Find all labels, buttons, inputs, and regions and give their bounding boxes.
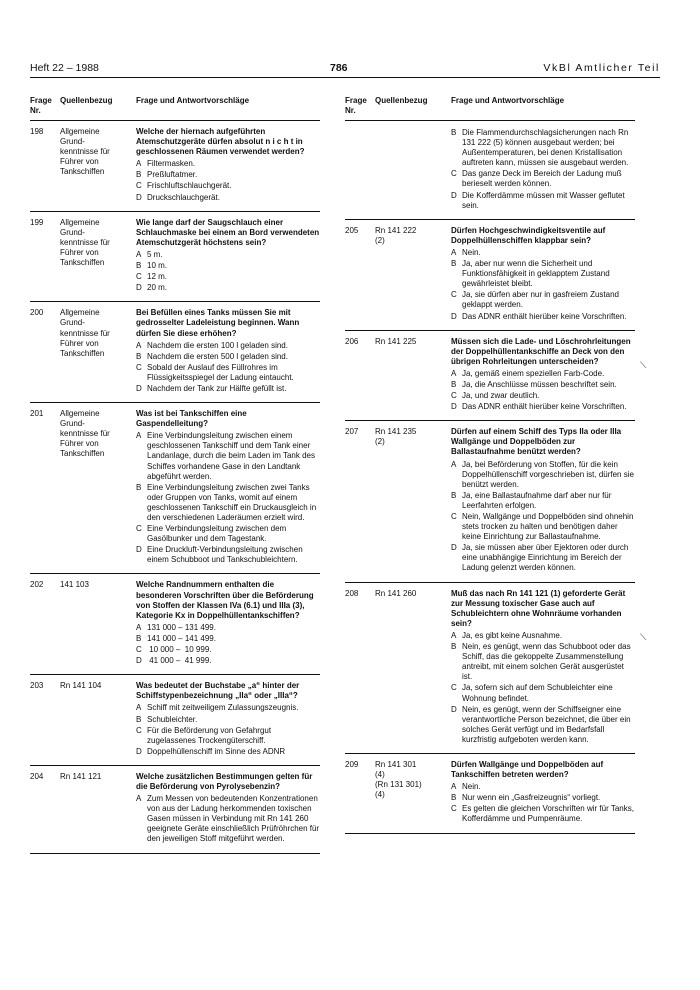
answer-text: Nein. xyxy=(462,247,481,257)
answer-option xyxy=(451,290,635,310)
question-text: Welche zusätzlichen Bestimmungen gelten für die Beförderung von Pyrolysebenzin? xyxy=(136,771,313,791)
answer-letter: A xyxy=(451,782,457,792)
question-number: 206 xyxy=(345,336,359,346)
answer-letter: D xyxy=(136,656,142,666)
source-reference: 141 103 xyxy=(60,580,89,590)
source-reference: Allgemeine Grund- kenntnisse für Führer von Tankschiffen xyxy=(60,217,110,268)
answer-option xyxy=(451,543,635,573)
question-entry xyxy=(30,675,320,766)
question-text: Bei Befüllen eines Tanks müssen Sie mit gedrosselter Ladeleistung beginnen. Wann dürfen Sie diese erhöhen? xyxy=(136,308,300,338)
answer-option xyxy=(451,683,635,703)
answer-letter: C xyxy=(451,512,457,521)
answer-option xyxy=(136,193,320,203)
answer-letter: C xyxy=(136,645,142,655)
question-entry xyxy=(30,574,320,675)
answer-option xyxy=(136,341,320,351)
answer-option xyxy=(451,782,635,792)
answer-letter: C xyxy=(136,524,142,534)
answer-text: Ja, eine Ballastaufnahme darf aber nur für Leerfahrten erfolgen. xyxy=(462,490,612,510)
question-number: 208 xyxy=(345,588,359,598)
question-entry xyxy=(30,403,320,574)
answer-text: Das ADNR enthält hierüber keine Vorschriften. xyxy=(462,402,627,412)
answer-text: Schiff mit zeitweiligem Zulassungszeugnis. xyxy=(147,703,299,713)
column-header xyxy=(30,92,320,121)
answer-option xyxy=(136,170,320,180)
answer-text: Das ADNR enthält hierüber keine Vorschriften. xyxy=(462,311,627,321)
answer-letter: D xyxy=(451,704,457,714)
answer-letter: B xyxy=(451,379,457,389)
answer-option xyxy=(451,631,635,641)
answer-option xyxy=(136,747,320,757)
answer-text: Es gelten die gleichen Vorschriften wir für Tanks, Kofferdämme und Pumpenräume. xyxy=(462,804,634,824)
answer-option xyxy=(136,250,320,260)
question-body xyxy=(136,121,320,211)
answer-option xyxy=(451,259,635,289)
answer-text: 5 m. xyxy=(147,249,163,259)
answer-text: Nein, Wallgänge und Doppelböden sind ohnehin stets trocken zu halten und benötigen daher keine Einrichtung zur Ballastaufnahme. xyxy=(462,512,634,542)
answer-letter: D xyxy=(451,311,457,321)
question-body xyxy=(451,583,635,753)
answer-text: 12 m. xyxy=(147,272,168,282)
answer-letter: A xyxy=(136,340,142,350)
question-entry xyxy=(30,212,320,303)
question-entry xyxy=(345,121,635,220)
answer-option xyxy=(451,460,635,490)
answer-letter: A xyxy=(136,622,142,632)
answer-text: Ja, gemäß einem speziellen Farb-Code. xyxy=(462,368,605,378)
answer-option xyxy=(136,623,320,633)
answer-option xyxy=(136,634,320,644)
answer-text: Nur wenn ein „Gasfreizeugnis“ vorliegt. xyxy=(462,793,601,803)
answer-option xyxy=(136,181,320,191)
question-text: Dürfen auf einem Schiff des Typs IIa oder IIIa Wallgänge und Doppelböden zur Ballastaufnahme benützt werden? xyxy=(451,427,622,457)
answer-letter: C xyxy=(136,272,142,282)
answer-letter: A xyxy=(136,794,142,804)
answer-text: Nein. xyxy=(462,782,481,792)
question-body xyxy=(451,121,635,219)
question-text: Welche der hiernach aufgeführten Atemschutzgeräte dürfen absolut n i c h t in geschlossenen Räumen verwendet werden? xyxy=(136,127,305,157)
question-entry xyxy=(30,302,320,403)
answer-option xyxy=(451,128,635,168)
answer-letter: B xyxy=(451,793,457,803)
answer-option xyxy=(451,705,635,745)
source-reference: Allgemeine Grund- kenntnisse für Führer von Tankschiffen xyxy=(60,409,110,459)
answer-text: Nein, es genügt, wenn der Schiffseigner eine verantwortliche Person bezeichnet, die über ein solches Gerät verfügt und im Bedarfsfall kurzfristig aufgeboten werden kann. xyxy=(462,704,631,744)
answer-text: Zum Messen von bedeutenden Konzentrationen von aus der Ladung herkommenden toxischen Gasen müssen in Verbindung mit Rn 141 260 geeignete Geräte einschließlich Prüfröhrchen für den jeweiligen Stoff mitgeführt werden. xyxy=(147,794,320,844)
source-reference: Rn 141 222 (2) xyxy=(375,225,417,245)
right-column xyxy=(345,92,635,834)
question-entry xyxy=(30,121,320,212)
question-text: Dürfen Wallgänge und Doppelböden auf Tankschiffen betreten werden? xyxy=(451,759,604,780)
answer-letter: C xyxy=(451,804,457,814)
answer-text: Eine Verbindungsleitung zwischen einem geschlossenen Tankschiff und dem Tank einer Landanlage, durch die beim Laden im Tank des Schiffes vorhandene Gase in den Landtank abgeführt werden. xyxy=(147,431,315,481)
margin-mark: ⟍ xyxy=(640,632,647,642)
answer-letter: B xyxy=(136,261,142,271)
answer-option xyxy=(136,715,320,725)
question-text: Müssen sich die Lade- und Löschrohrleitungen der Doppelhüllentankschiffe an Deck von den übrigen Rohrleitungen unterscheiden? xyxy=(451,336,631,366)
question-number: 200 xyxy=(30,308,44,318)
answer-text: Nachdem die ersten 100 l geladen sind. xyxy=(147,340,288,350)
page-header xyxy=(30,62,660,76)
answer-option xyxy=(136,363,320,383)
question-text: Muß das nach Rn 141 121 (1) geforderte Gerät zur Messung toxischer Gase auch auf Schubleichtern ohne Wohnräume vorhanden sein? xyxy=(451,588,626,628)
answer-text: 20 m. xyxy=(147,283,168,293)
answer-option xyxy=(136,545,320,565)
column-header-nr: Frage Nr. xyxy=(345,96,367,115)
question-body xyxy=(136,212,320,302)
answer-text: Ja, sie müssen aber über Ejektoren oder durch eine unabhängige Einrichtung im Bereich der Ladung gelenzt werden können. xyxy=(462,543,629,573)
answer-option xyxy=(451,491,635,511)
question-text: Dürfen Hochgeschwindigkeitsventile auf Doppelhüllenschiffen klappbar sein? xyxy=(451,225,606,245)
answer-text: Die Flammendurchschlagsicherungen nach Rn 131 222 (5) können ausgebaut werden; bei Außentemperaturen, bei denen Kristallisation auftreten kann, müssen sie ausgebaut werden. xyxy=(462,128,629,168)
answer-letter: A xyxy=(136,249,142,259)
source-reference: Rn 141 260 xyxy=(375,588,417,598)
question-text: Was ist bei Tankschiffen eine Gaspendelleitung? xyxy=(136,409,247,429)
question-body xyxy=(451,331,635,421)
answer-option xyxy=(451,391,635,401)
answer-letter: D xyxy=(451,402,457,412)
answer-text: Ja, es gibt keine Ausnahme. xyxy=(462,630,563,640)
answer-letter: A xyxy=(451,247,457,257)
answer-option xyxy=(136,272,320,282)
right-entries xyxy=(345,121,635,834)
answer-option xyxy=(451,642,635,682)
question-body xyxy=(136,766,320,853)
question-text: Was bedeutet der Buchstabe „a“ hinter der Schiffstypenbezeichnung „IIa“ oder „IIIa“? xyxy=(136,681,300,701)
answer-text: Frischluftschlauchgerät. xyxy=(147,181,232,191)
answer-letter: C xyxy=(451,169,457,179)
column-header-question: Frage und Antwortvorschläge xyxy=(136,96,250,105)
question-entry xyxy=(345,331,635,422)
answer-text: Ja, bei Beförderung von Stoffen, für die kein Doppelhüllenschiff vorgeschrieben ist, dürfen sie benützt werden. xyxy=(462,459,634,489)
question-number: 201 xyxy=(30,409,44,419)
answer-letter: C xyxy=(451,683,457,693)
answer-option xyxy=(136,726,320,746)
page-number: 786 xyxy=(330,62,348,74)
answer-letter: B xyxy=(451,642,457,652)
answer-letter: B xyxy=(136,170,142,180)
answer-option xyxy=(451,804,635,824)
source-reference: Allgemeine Grund- kenntnisse für Führer von Tankschiffen xyxy=(60,127,110,177)
answer-text: Druckschlauchgerät. xyxy=(147,192,220,202)
answer-option xyxy=(451,369,635,379)
question-number: 209 xyxy=(345,759,359,769)
answer-text: 131 000 – 131 499. xyxy=(147,622,216,632)
answer-letter: B xyxy=(136,633,142,643)
answer-option xyxy=(451,248,635,258)
answer-letter: D xyxy=(136,746,142,756)
question-body xyxy=(451,421,635,581)
answer-text: Preßluftatmer. xyxy=(147,170,198,180)
answer-text: Die Kofferdämme müssen mit Wasser geflutet sein. xyxy=(462,190,625,210)
column-header xyxy=(345,92,635,121)
question-number: 203 xyxy=(30,681,44,691)
question-text: Welche Randnummern enthalten die besonderen Vorschriften über die Beförderung von Stoffen der Klassen IVa (6.1) und IIIa (3), Kategorie Kx in Doppelhüllentankschiffen? xyxy=(136,580,314,620)
answer-text: Eine Verbindungsleitung zwischen dem Gasölbunker und dem Tagestank. xyxy=(147,524,287,544)
answer-letter: B xyxy=(136,714,142,724)
answer-text: 41 000 – 41 999. xyxy=(147,656,212,666)
answer-text: Eine Verbindungsleitung zwischen zwei Tanks oder Gruppen von Tanks, womit auf einem geschlossenen Tankschiff ein Druckausgleich in den verschiedenen Laderäumen erzielt wird. xyxy=(147,482,317,522)
answer-letter: A xyxy=(136,703,142,713)
question-text: Wie lange darf der Saugschlauch einer Schlauchmaske bei einem an Bord verwendeten Atemschutzgerät höchstens sein? xyxy=(136,217,320,247)
answer-letter: B xyxy=(136,351,142,361)
issue-label: Heft 22 – 1988 xyxy=(30,62,99,74)
margin-mark: ⟍ xyxy=(640,360,647,370)
question-body xyxy=(451,220,635,330)
question-number: 198 xyxy=(30,127,44,136)
answer-text: Ja, sie dürfen aber nur in gasfreiem Zustand geklappt werden. xyxy=(462,290,619,310)
answer-letter: D xyxy=(451,190,457,200)
question-entry xyxy=(345,583,635,754)
answer-text: Ja, sofern sich auf dem Schubleichter eine Wohnung befindet. xyxy=(462,683,613,703)
answer-text: Nachdem der Tank zur Hälfte gefüllt ist. xyxy=(147,383,287,393)
question-entry xyxy=(345,754,635,834)
answer-option xyxy=(451,312,635,322)
question-body xyxy=(136,403,320,573)
answer-text: Eine Druckluft-Verbindungsleitung zwischen einem Schubboot und Tankschubleichtern. xyxy=(147,545,303,565)
answer-text: Sobald der Auslauf des Füllrohres im Flüssigkeitsspiegel der Ladung eintaucht. xyxy=(147,362,294,382)
answer-letter: D xyxy=(136,192,142,202)
source-reference: Rn 141 235 (2) xyxy=(375,427,417,447)
answer-option xyxy=(451,191,635,211)
answer-letter: C xyxy=(451,391,457,401)
column-header-nr: Frage Nr. xyxy=(30,96,52,115)
answer-option xyxy=(136,384,320,394)
answer-letter: C xyxy=(136,181,142,191)
answer-text: Filtermasken. xyxy=(147,159,196,169)
answer-option xyxy=(451,402,635,412)
answer-letter: C xyxy=(451,290,457,300)
answer-letter: A xyxy=(451,368,457,378)
answer-letter: C xyxy=(136,362,142,372)
answer-option xyxy=(136,656,320,666)
answer-text: Nein, es genügt, wenn das Schubboot oder das Schiff, das die gekoppelte Zusammenstellung antreibt, mit einem solchen Gerät ausgerüstet ist. xyxy=(462,642,631,682)
question-body xyxy=(136,574,320,674)
source-reference: Rn 141 121 xyxy=(60,771,102,781)
answer-letter: B xyxy=(451,128,457,137)
answer-letter: D xyxy=(136,383,142,393)
answer-option xyxy=(136,483,320,523)
question-body xyxy=(136,675,320,765)
answer-letter: A xyxy=(136,159,142,169)
question-number: 202 xyxy=(30,580,44,590)
source-reference: Rn 141 104 xyxy=(60,681,102,691)
answer-option xyxy=(451,380,635,390)
answer-letter: A xyxy=(451,630,457,640)
question-number: 205 xyxy=(345,225,359,235)
question-body xyxy=(451,754,635,833)
header-rule xyxy=(30,77,660,78)
answer-text: 141 000 – 141 499. xyxy=(147,633,216,643)
column-header-source: Quellenbezug xyxy=(60,96,113,105)
answer-letter: D xyxy=(451,543,457,553)
question-entry xyxy=(345,220,635,331)
answer-text: Schubleichter. xyxy=(147,714,198,724)
answer-option xyxy=(136,794,320,844)
answer-letter: A xyxy=(451,459,457,469)
answer-option xyxy=(136,283,320,293)
answer-letter: B xyxy=(136,482,142,492)
answer-letter: D xyxy=(136,283,142,293)
answer-text: 10 m. xyxy=(147,261,168,271)
answer-option xyxy=(136,645,320,655)
answer-option xyxy=(136,261,320,271)
question-number: 204 xyxy=(30,771,44,781)
question-number: 199 xyxy=(30,217,44,227)
source-reference: Rn 141 301 (4) (Rn 131 301) (4) xyxy=(375,759,422,800)
answer-text: Ja, die Anschlüsse müssen beschriftet sein. xyxy=(462,379,617,389)
answer-text: Doppelhüllenschiff im Sinne des ADNR xyxy=(147,746,286,756)
source-reference: Allgemeine Grund- kenntnisse für Führer von Tankschiffen xyxy=(60,308,110,358)
answer-letter: B xyxy=(451,490,457,500)
answer-letter: D xyxy=(136,545,142,555)
left-entries xyxy=(30,121,320,854)
answer-option xyxy=(136,159,320,169)
answer-option xyxy=(136,703,320,713)
column-header-question: Frage und Antwortvorschläge xyxy=(451,96,565,105)
answer-option xyxy=(136,524,320,544)
question-body xyxy=(136,302,320,402)
answer-text: Ja, aber nur wenn die Sicherheit und Funktionsfähigkeit in geklapptem Zustand gewährleistet bleibt. xyxy=(462,259,610,289)
question-entry xyxy=(345,421,635,582)
publication-title: VkBl Amtlicher Teil xyxy=(543,62,660,74)
answer-option xyxy=(136,431,320,481)
left-column xyxy=(30,92,320,854)
answer-text: Das ganze Deck im Bereich der Ladung muß berieselt werden können. xyxy=(462,169,622,189)
answer-text: Nachdem die ersten 500 l geladen sind. xyxy=(147,351,288,361)
answer-option xyxy=(451,512,635,542)
answer-option xyxy=(136,352,320,362)
answer-text: 10 000 – 10 999. xyxy=(147,645,212,655)
source-reference: Rn 141 225 xyxy=(375,336,417,346)
answer-letter: A xyxy=(136,431,142,441)
answer-letter: B xyxy=(451,259,457,269)
question-entry xyxy=(30,766,320,854)
answer-option xyxy=(451,169,635,189)
question-number: 207 xyxy=(345,427,359,437)
answer-letter: C xyxy=(136,725,142,735)
answer-text: Für die Beförderung von Gefahrgut zugelassenes Trockengüterschiff. xyxy=(147,725,272,745)
column-header-source: Quellenbezug xyxy=(375,96,428,105)
answer-option xyxy=(451,793,635,803)
answer-text: Ja, und zwar deutlich. xyxy=(462,391,540,401)
